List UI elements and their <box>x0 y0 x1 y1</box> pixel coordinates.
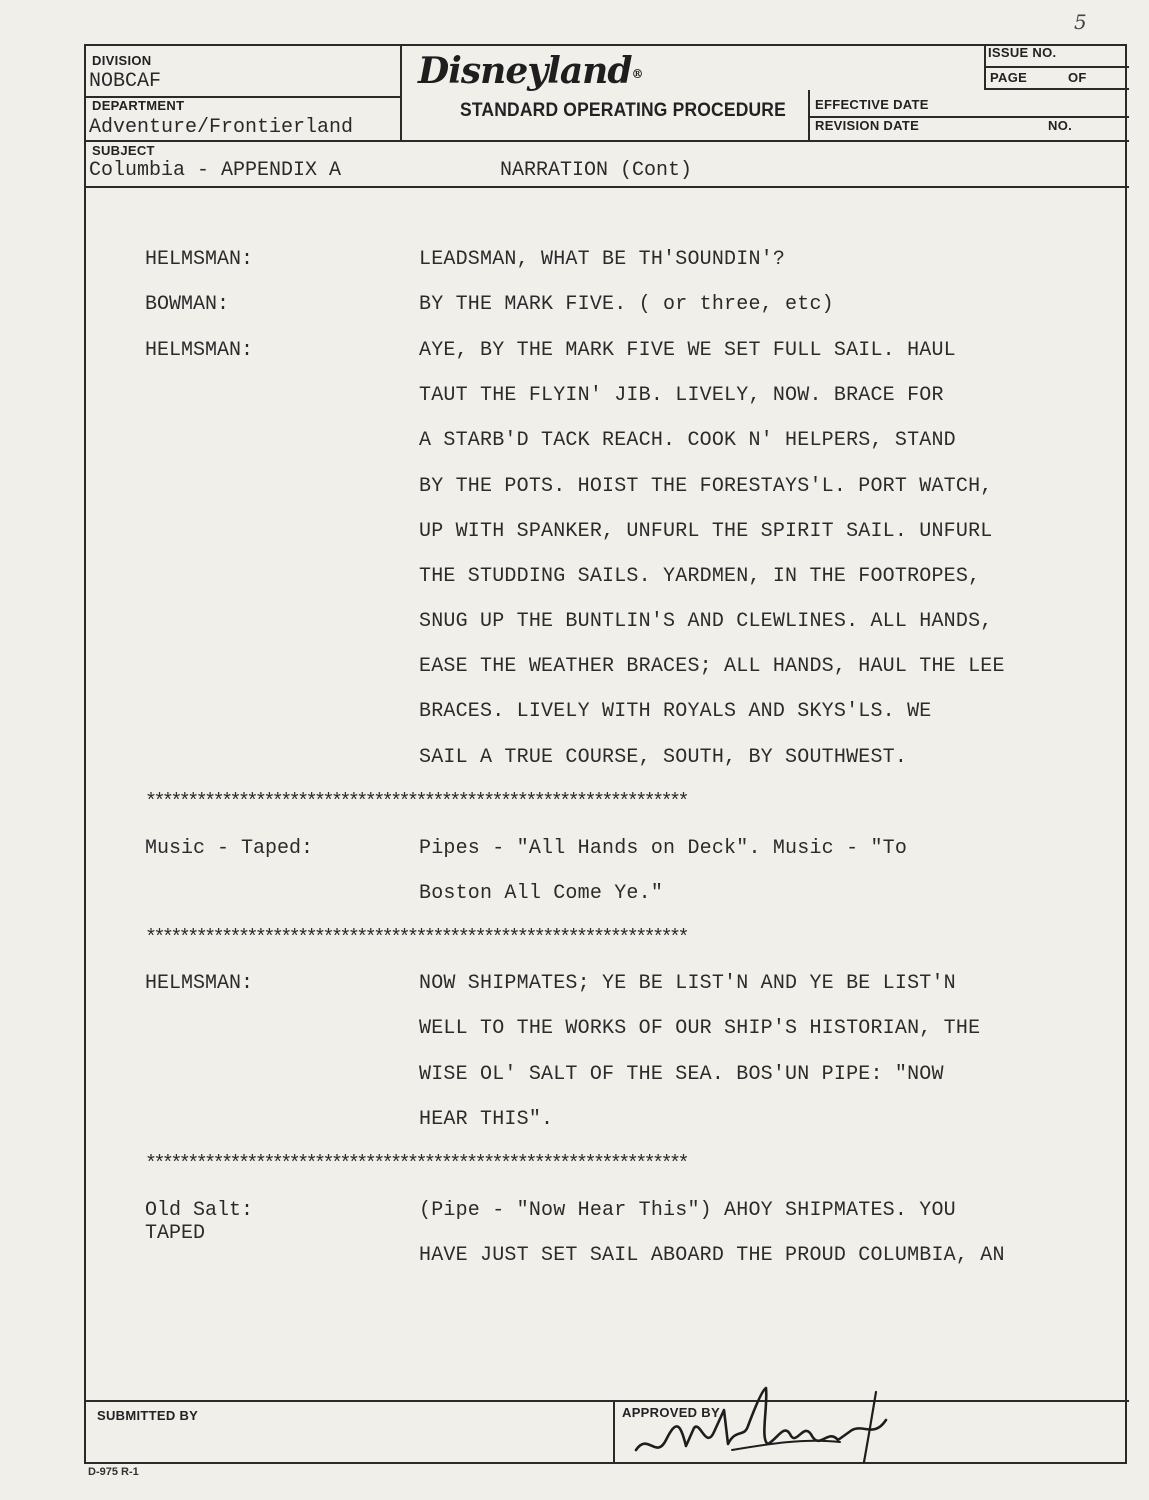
dialogue-line: NOW SHIPMATES; YE BE LIST'N AND YE BE LIST'N <box>419 972 956 995</box>
dialogue-line: HEAR THIS". <box>419 1108 554 1131</box>
issue-no-label: ISSUE NO. <box>988 45 1057 60</box>
division-label: DIVISION <box>92 53 152 68</box>
dialogue-line: HAVE JUST SET SAIL ABOARD THE PROUD COLUMBIA, AN <box>419 1244 1005 1267</box>
approved-by-label: APPROVED BY <box>622 1405 720 1420</box>
speaker-label: HELMSMAN: <box>145 972 254 995</box>
department-label: DEPARTMENT <box>92 98 185 113</box>
dialogue-line: Pipes - "All Hands on Deck". Music - "To <box>419 837 908 860</box>
page-label: PAGE <box>990 70 1028 85</box>
dialogue-line: SAIL A TRUE COURSE, SOUTH, BY SOUTHWEST. <box>419 746 908 769</box>
dialogue-line: Boston All Come Ye." <box>419 882 664 905</box>
dialogue-line: THE STUDDING SAILS. YARDMEN, IN THE FOOTROPES, <box>419 565 981 588</box>
submitted-by-label: SUBMITTED BY <box>97 1408 199 1423</box>
separator: **************************************************************** <box>145 1153 686 1176</box>
page-corner-number: 5 <box>1074 10 1087 34</box>
dialogue-line: BRACES. LIVELY WITH ROYALS AND SKYS'LS. WE <box>419 700 932 723</box>
revision-date-label: REVISION DATE <box>815 118 920 133</box>
speaker-label: HELMSMAN: <box>145 248 254 271</box>
speaker-label: Music - Taped: <box>145 837 314 860</box>
disneyland-logo <box>418 50 643 92</box>
approval-signature <box>628 1380 898 1470</box>
dialogue-line: TAUT THE FLYIN' JIB. LIVELY, NOW. BRACE FOR <box>419 384 944 407</box>
of-label: OF <box>1068 70 1087 85</box>
revision-no-label: NO. <box>1048 118 1073 133</box>
separator: **************************************************************** <box>145 791 686 814</box>
dialogue-line: WISE OL' SALT OF THE SEA. BOS'UN PIPE: "NOW <box>419 1063 944 1086</box>
dialogue-line: (Pipe - "Now Hear This") AHOY SHIPMATES. YOU <box>419 1199 956 1222</box>
dialogue-line: A STARB'D TACK REACH. COOK N' HELPERS, STAND <box>419 429 956 452</box>
subject-value: Columbia - APPENDIX A <box>89 159 342 182</box>
document-type: STANDARD OPERATING PROCEDURE <box>460 100 786 121</box>
division-value: NOBCAF <box>89 70 162 93</box>
separator: **************************************************************** <box>145 927 686 950</box>
department-value: Adventure/Frontierland <box>89 116 354 139</box>
dialogue-line: EASE THE WEATHER BRACES; ALL HANDS, HAUL THE LEE <box>419 655 1005 678</box>
effective-date-label: EFFECTIVE DATE <box>815 97 929 112</box>
form-code: D-975 R-1 <box>88 1466 139 1478</box>
subject-label: SUBJECT <box>92 143 155 158</box>
dialogue-line: WELL TO THE WORKS OF OUR SHIP'S HISTORIAN, THE <box>419 1017 981 1040</box>
subject-title: NARRATION (Cont) <box>500 159 693 182</box>
speaker-label: HELMSMAN: <box>145 339 254 362</box>
logo-text: Disneyland <box>418 50 632 92</box>
dialogue-line: UP WITH SPANKER, UNFURL THE SPIRIT SAIL. UNFURL <box>419 520 993 543</box>
dialogue-line: BY THE MARK FIVE. ( or three, etc) <box>419 293 834 316</box>
speaker-label: Old Salt: <box>145 1199 254 1222</box>
dialogue-line: BY THE POTS. HOIST THE FORESTAYS'L. PORT WATCH, <box>419 475 993 498</box>
dialogue-line: AYE, BY THE MARK FIVE WE SET FULL SAIL. HAUL <box>419 339 956 362</box>
speaker-label: BOWMAN: <box>145 293 230 316</box>
speaker-sublabel: TAPED <box>145 1222 206 1245</box>
dialogue-line: SNUG UP THE BUNTLIN'S AND CLEWLINES. ALL HANDS, <box>419 610 993 633</box>
logo-registered-mark: ® <box>631 67 643 81</box>
dialogue-line: LEADSMAN, WHAT BE TH'SOUNDIN'? <box>419 248 786 271</box>
